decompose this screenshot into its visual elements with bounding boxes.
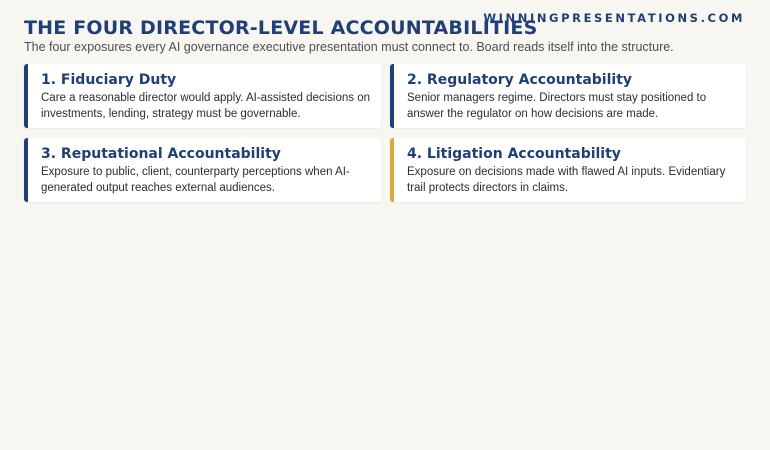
accountabilities-grid bbox=[24, 64, 746, 202]
page-subtitle: The four exposures every AI governance executive presentation must connect to. Board reads itself into the structure. bbox=[24, 40, 674, 54]
card-body: Care a reasonable director would apply. AI-assisted decisions on investments, lending, strategy must be governable. bbox=[41, 92, 370, 120]
card-body: Exposure to public, client, counterparty perceptions when AI-generated output reaches external audiences. bbox=[41, 166, 350, 194]
card-body: Senior managers regime. Directors must stay positioned to answer the regulator on how decisions are made. bbox=[407, 92, 707, 120]
card-regulatory-accountability bbox=[390, 64, 746, 128]
card-reputational-accountability bbox=[24, 138, 381, 202]
page-title: THE FOUR DIRECTOR-LEVEL ACCOUNTABILITIES bbox=[24, 17, 538, 39]
card-title: 4. Litigation Accountability bbox=[407, 146, 621, 162]
card-litigation-accountability bbox=[390, 138, 746, 202]
card-fiduciary-duty bbox=[24, 64, 381, 128]
card-title: 3. Reputational Accountability bbox=[41, 146, 281, 162]
brand-wordmark: WINNINGPRESENTATIONS.COM bbox=[483, 11, 745, 25]
card-title: 1. Fiduciary Duty bbox=[41, 72, 177, 88]
card-body: Exposure on decisions made with flawed AI inputs. Evidentiary trail protects directors in claims. bbox=[407, 166, 726, 194]
card-title: 2. Regulatory Accountability bbox=[407, 72, 633, 88]
